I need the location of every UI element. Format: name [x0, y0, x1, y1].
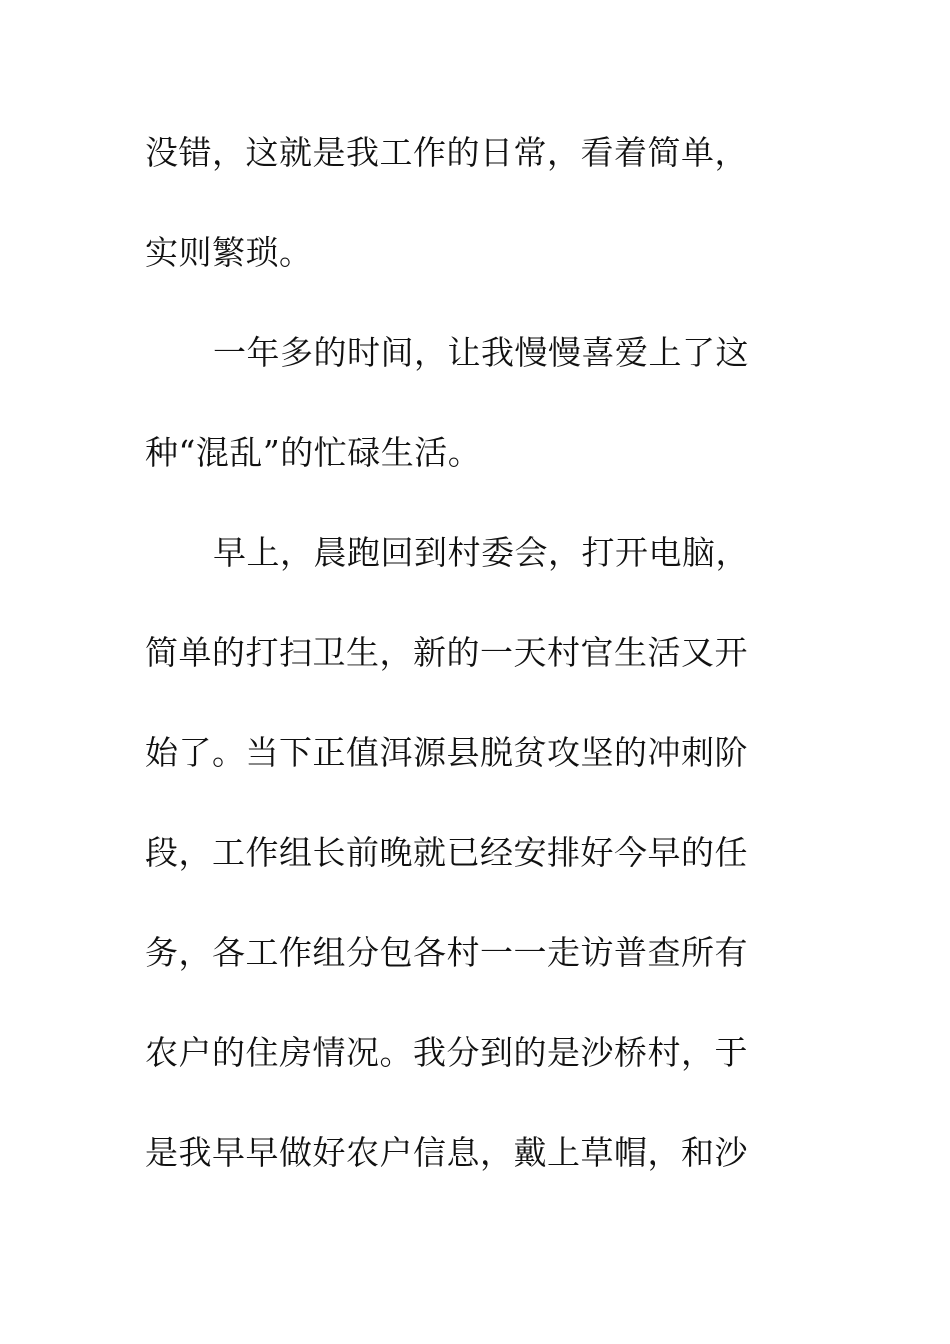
- paragraph-start-line: 早上，晨跑回到村委会，打开电脑，: [213, 533, 749, 572]
- text-line: 种“混乱”的忙碌生活。: [145, 433, 482, 472]
- text-line: 是我早早做好农户信息，戴上草帽，和沙: [145, 1133, 748, 1172]
- text-line: 农户的住房情况。我分到的是沙桥村，于: [145, 1033, 748, 1072]
- text-line: 简单的打扫卫生，新的一天村官生活又开: [145, 633, 748, 672]
- text-line: 实则繁琐。: [145, 233, 313, 272]
- text-line: 务，各工作组分包各村一一走访普查所有: [145, 933, 748, 972]
- text-line: 没错，这就是我工作的日常，看着简单，: [145, 133, 748, 172]
- text-line: 始了。当下正值洱源县脱贫攻坚的冲刺阶: [145, 733, 748, 772]
- text-line: 段，工作组长前晚就已经安排好今早的任: [145, 833, 748, 872]
- paragraph-start-line: 一年多的时间，让我慢慢喜爱上了这: [213, 333, 749, 372]
